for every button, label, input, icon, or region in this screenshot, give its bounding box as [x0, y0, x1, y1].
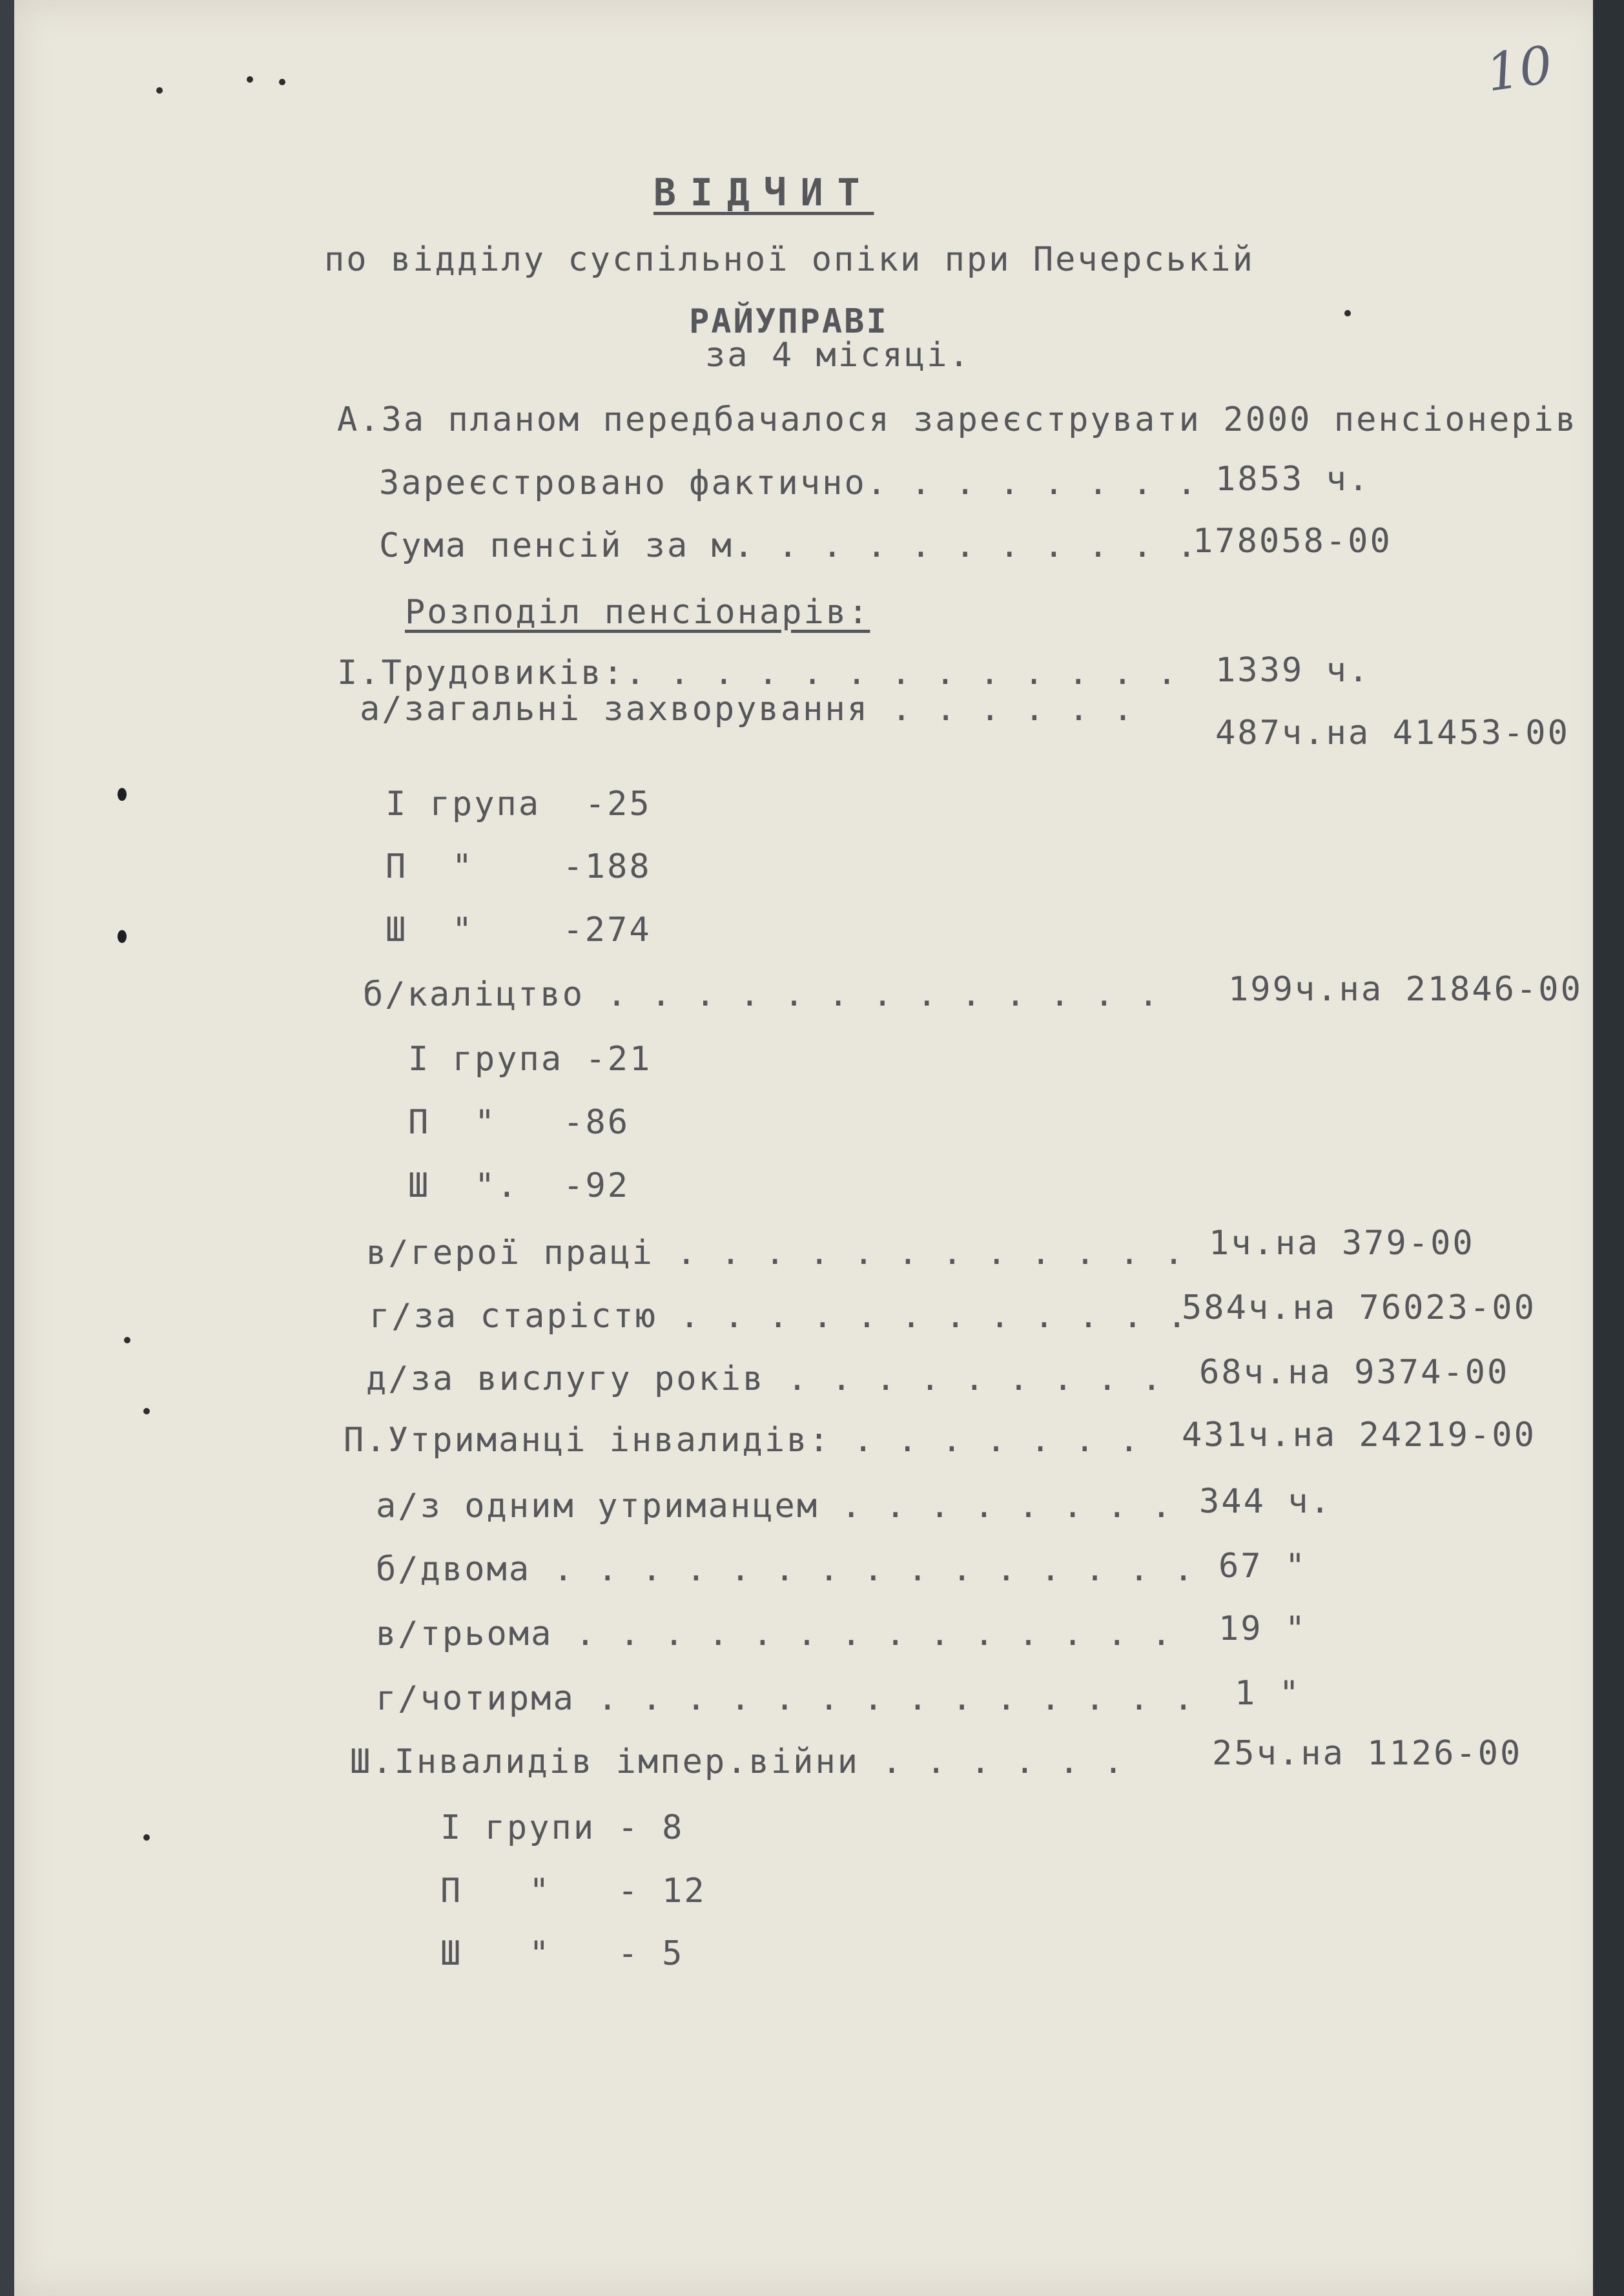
document-page: [14, 0, 1609, 2296]
document-title: ВІДЧИТ: [653, 171, 874, 214]
injury-group-2: П " -86: [408, 1103, 630, 1142]
old-age-value: 584ч.на 76023-00: [1182, 1288, 1536, 1327]
dependents-four-value: 1 ": [1235, 1674, 1301, 1713]
binding-hole: [118, 930, 127, 943]
sum-value: 178058-00: [1193, 522, 1392, 561]
paper-spot: [1344, 310, 1351, 316]
general-illness-label: а/загальні захворування . . . . . .: [360, 690, 1135, 729]
dependents-value: 431ч.на 24219-00: [1182, 1416, 1536, 1454]
folio-number: 10: [1483, 34, 1556, 103]
paper-spot: [143, 1408, 150, 1414]
dependents-two-label: б/двома . . . . . . . . . . . . . . .: [376, 1550, 1196, 1589]
paper-spot: [143, 1834, 150, 1841]
service-years-value: 68ч.на 9374-00: [1199, 1353, 1510, 1392]
war-group-2: П " - 12: [440, 1872, 706, 1910]
paper-spot: [247, 76, 253, 83]
war-group-3: Ш " - 5: [440, 1934, 684, 1973]
scanner-background-left: [0, 0, 14, 2296]
injury-group-3: Ш ". -92: [408, 1166, 630, 1205]
injury-label: б/каліцтво . . . . . . . . . . . . .: [363, 975, 1161, 1014]
registered-label: Зареєстровано фактично. . . . . . . .: [379, 464, 1199, 502]
war-group-1: І групи - 8: [440, 1808, 684, 1847]
sum-label: Сума пенсій за м. . . . . . . . . . .: [379, 526, 1199, 565]
heroes-value: 1ч.на 379-00: [1209, 1224, 1475, 1263]
dependents-three-label: в/трьома . . . . . . . . . . . . . .: [376, 1615, 1174, 1653]
injury-value: 199ч.на 21846-00: [1228, 970, 1583, 1009]
general-group-3: Ш " -274: [385, 911, 652, 949]
dependents-three-value: 19 ": [1218, 1609, 1308, 1648]
general-group-2: П " -188: [385, 847, 652, 886]
distribution-heading: Розподіл пенсіонарів:: [405, 593, 870, 632]
paper-spot: [156, 87, 163, 94]
dependents-one-label: а/з одним утриманцем . . . . . . . .: [376, 1487, 1174, 1525]
heroes-label: в/герої праці . . . . . . . . . . . .: [366, 1234, 1186, 1272]
binding-hole: [118, 788, 127, 801]
dependents-label: П.Утриманці інвалидів: . . . . . . .: [344, 1421, 1142, 1460]
paper-spot: [279, 79, 285, 85]
registered-value: 1853 ч.: [1215, 460, 1371, 499]
war-invalids-label: Ш.Інвалидів імпер.війни . . . . . .: [350, 1743, 1125, 1781]
general-group-1: І група -25: [385, 785, 652, 823]
scanner-background-right: [1593, 0, 1624, 2296]
workers-value: 1339 ч.: [1215, 651, 1371, 690]
document-subtitle: по відділу суспільної опіки при Печерській: [324, 240, 1255, 279]
injury-group-1: І група -21: [408, 1040, 652, 1079]
plan-line: А.За планом передбачалося зареєструвати 2000 пенсіонерів: [337, 400, 1578, 439]
dependents-four-label: г/чотирма . . . . . . . . . . . . . .: [376, 1679, 1196, 1718]
war-invalids-value: 25ч.на 1126-00: [1212, 1734, 1523, 1773]
dependents-one-value: 344 ч.: [1199, 1482, 1332, 1521]
document-period: за 4 місяці.: [705, 336, 971, 375]
dependents-two-value: 67 ": [1218, 1547, 1308, 1586]
service-years-label: д/за вислугу років . . . . . . . . .: [366, 1360, 1164, 1398]
document-subtitle-2: РАЙУПРАВІ: [689, 302, 889, 341]
old-age-label: г/за старістю . . . . . . . . . . . .: [369, 1297, 1189, 1336]
workers-label: І.Трудовиків:. . . . . . . . . . . . .: [337, 654, 1179, 692]
paper-spot: [124, 1337, 130, 1343]
general-illness-value: 487ч.на 41453-00: [1215, 714, 1570, 752]
